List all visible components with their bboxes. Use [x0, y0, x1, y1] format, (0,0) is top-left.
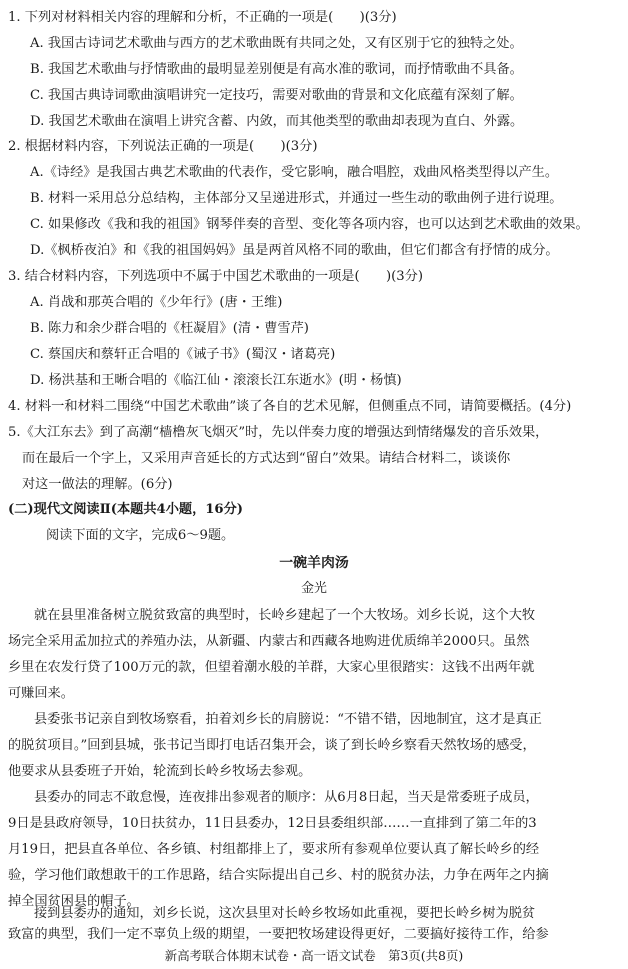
story-line-7: 他要求从县委班子开始，轮流到长岭乡牧场去参观。 [8, 764, 312, 779]
question-1-option-d: D. 我国艺术歌曲在演唱上讲究含蓄、内敛，而其他类型的歌曲却表现为直白、外露。 [30, 114, 524, 129]
story-line-2: 场完全采用孟加拉式的养殖办法，从新疆、内蒙古和西藏各地购进优质绵羊2000只。虽然 [8, 634, 530, 649]
question-3-option-c: C. 蔡国庆和蔡轩正合唱的《诫子书》(蜀汉・诸葛亮) [30, 347, 336, 362]
question-1-stem: 1. 下列对材料相关内容的理解和分析，不正确的一项是( )(3分) [8, 10, 397, 25]
story-line-4: 可赚回来。 [8, 686, 74, 701]
question-1-option-b: B. 我国艺术歌曲与抒情歌曲的最明显差别便是有高水准的歌词，而抒情歌曲不具备。 [30, 62, 523, 77]
question-5-line-2: 而在最后一个字上，又采用声音延长的方式达到“留白”效果。请结合材料二，谈谈你 [22, 451, 511, 466]
question-3-stem: 3. 结合材料内容，下列选项中不属于中国艺术歌曲的一项是( )(3分) [8, 269, 423, 284]
question-5-line-1: 5.《大江东去》到了高潮“樯橹灰飞烟灭”时，先以伴奏力度的增强达到情绪爆发的音乐效果， [8, 425, 549, 440]
story-line-8: 县委办的同志不敢怠慢，连夜排出参观者的顺序：从6月8日起，当天是常委班子成员， [34, 790, 539, 805]
story-line-1: 就在县里准备树立脱贫致富的典型时，长岭乡建起了一个大牧场。刘乡长说，这个大牧 [34, 608, 536, 623]
question-1-option-a: A. 我国古诗词艺术歌曲与西方的艺术歌曲既有共同之处，又有区别于它的独特之处。 [30, 36, 523, 51]
story-line-12: 掉全国贫困县的帽子。 [8, 894, 140, 909]
story-line-6: 的脱贫项目。”回到县城，张书记当即打电话召集开会，谈了到长岭乡察看天然牧场的感受， [8, 738, 536, 753]
question-3-option-b: B. 陈力和余少群合唱的《枉凝眉》(清・曹雪芹) [30, 321, 309, 336]
story-line-5: 县委张书记亲自到牧场察看，拍着刘乡长的肩膀说：“不错不错，因地制宜，这才是真正 [34, 712, 542, 727]
question-3-option-a: A. 肖战和那英合唱的《少年行》(唐・王维) [30, 295, 283, 310]
question-2-option-d: D.《枫桥夜泊》和《我的祖国妈妈》虽是两首风格不同的歌曲，但它们都含有抒情的成分。 [30, 243, 559, 258]
question-2-stem: 2. 根据材料内容，下列说法正确的一项是( )(3分) [8, 139, 318, 154]
story-title: 一碗羊肉汤 [279, 555, 349, 571]
story-author: 金光 [301, 581, 327, 596]
question-5-line-3: 对这一做法的理解。(6分) [22, 477, 173, 492]
question-1-option-c: C. 我国古典诗词歌曲演唱讲究一定技巧，需要对歌曲的背景和文化底蕴有深刻了解。 [30, 88, 523, 103]
story-line-13: 接到县委办的通知，刘乡长说，这次县里对长岭乡牧场如此重视，要把长岭乡树为脱贫 [34, 906, 536, 921]
question-4-stem: 4. 材料一和材料二围绕“中国艺术歌曲”谈了各自的艺术见解，但侧重点不同，请简要概括。(4分) [8, 399, 572, 414]
question-2-option-b: B. 材料一采用总分总结构，主体部分又呈递进形式，并通过一些生动的歌曲例子进行说理。 [30, 191, 563, 206]
story-line-11: 验，学习他们敢想敢干的工作思路，结合实际提出自己乡、村的脱贫办法，力争在两年之内摘 [8, 868, 549, 883]
story-line-14: 致富的典型，我们一定不辜负上级的期望，一要把牧场建设得更好，二要搞好接待工作，给参 [8, 927, 549, 942]
page-footer: 新高考联合体期末试卷・高一语文试卷 第3页(共8页) [164, 948, 464, 963]
story-line-9: 9日是县政府领导，10日扶贫办，11日县委办，12日县委组织部……一直排到了第二年的3 [8, 816, 537, 831]
story-line-3: 乡里在农发行贷了100万元的款，但望着潮水般的羊群，大家心里很踏实：这钱不出两年就 [8, 660, 535, 675]
reading-instruction: 阅读下面的文字，完成6～9题。 [46, 528, 235, 543]
question-2-option-a: A.《诗经》是我国古典艺术歌曲的代表作，受它影响，融合唱腔，戏曲风格类型得以产生。 [30, 165, 559, 180]
story-line-10: 月19日，把县直各单位、各乡镇、村组都排上了，要求所有参观单位要认真了解长岭乡的经 [8, 842, 540, 857]
question-2-option-c: C. 如果修改《我和我的祖国》钢琴伴奏的音型、变化等各项内容，也可以达到艺术歌曲的效果。 [30, 217, 589, 232]
section-heading: (二)现代文阅读Ⅱ(本题共4小题，16分) [8, 502, 244, 517]
question-3-option-d: D. 杨洪基和王晰合唱的《临江仙・滚滚长江东逝水》(明・杨慎) [30, 373, 402, 388]
